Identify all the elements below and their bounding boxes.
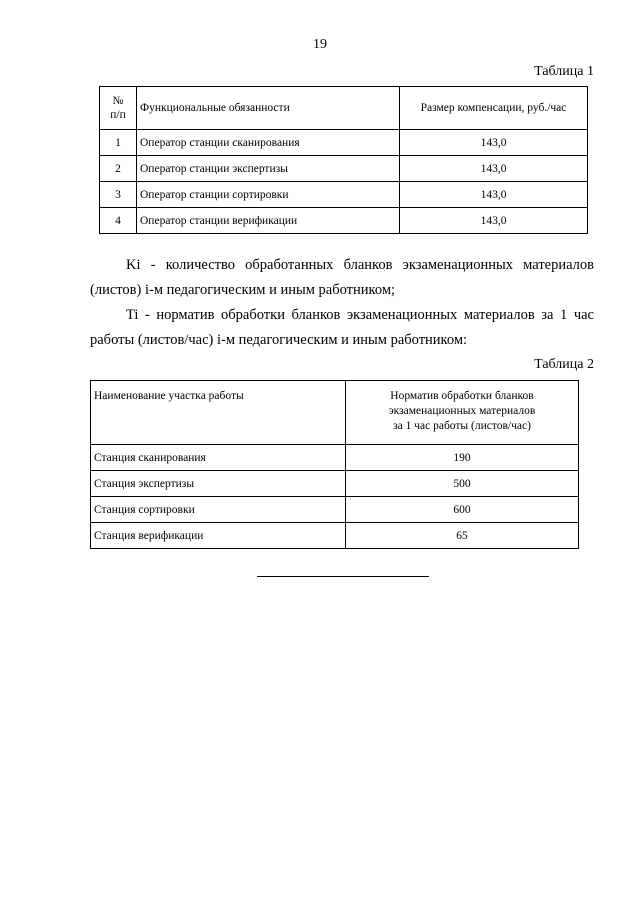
processing-norm-table [90, 380, 579, 549]
row-number: 3 [100, 182, 137, 208]
header-norm-line2: экзаменационных материалов [388, 405, 536, 417]
header-number-symbol: № [112, 95, 124, 107]
row-area: Станция экспертизы [91, 471, 346, 497]
table-header-row [91, 381, 579, 445]
table-row [100, 130, 588, 156]
header-number-abbrev: п/п [110, 109, 126, 121]
row-compensation: 143,0 [400, 156, 588, 182]
row-number: 2 [100, 156, 137, 182]
paragraph-ti-line2: работы (листов/час) i-м педагогическим и иным работником: [90, 332, 468, 348]
row-duty: Оператор станции верификации [137, 208, 400, 234]
row-norm: 600 [346, 497, 579, 523]
row-duty: Оператор станции сканирования [137, 130, 400, 156]
column-header-area: Наименование участка работы [91, 381, 346, 445]
row-duty: Оператор станции экспертизы [137, 156, 400, 182]
compensation-table [99, 86, 588, 234]
row-number: 1 [100, 130, 137, 156]
row-compensation: 143,0 [400, 130, 588, 156]
column-header-compensation: Размер компенсации, руб./час [400, 87, 588, 130]
row-number: 4 [100, 208, 137, 234]
paragraph-ki [90, 253, 594, 303]
separator-line [257, 576, 429, 577]
row-norm: 65 [346, 523, 579, 549]
table-row [91, 497, 579, 523]
paragraph-ti-line1: Ti - норматив обработки бланков экзаменационных материалов за 1 час [126, 307, 594, 323]
row-area: Станция сортировки [91, 497, 346, 523]
table-row [91, 445, 579, 471]
table2-caption: Таблица 2 [534, 357, 594, 372]
row-duty: Оператор станции сортировки [137, 182, 400, 208]
row-area: Станция сканирования [91, 445, 346, 471]
row-norm: 190 [346, 445, 579, 471]
table-row [100, 208, 588, 234]
table-row [91, 523, 579, 549]
table1-caption: Таблица 1 [534, 64, 594, 79]
row-norm: 500 [346, 471, 579, 497]
page-number: 19 [313, 37, 327, 52]
row-compensation: 143,0 [400, 208, 588, 234]
row-compensation: 143,0 [400, 182, 588, 208]
paragraph-ki-line1: Ki - количество обработанных бланков экзаменационных материалов [126, 257, 594, 273]
table-row [100, 156, 588, 182]
paragraph-ti [90, 303, 594, 353]
column-header-norm [346, 381, 579, 445]
table-header-row [100, 87, 588, 130]
table-row [100, 182, 588, 208]
column-header-number [100, 87, 137, 130]
header-norm-line3: за 1 час работы (листов/час) [393, 420, 531, 432]
header-norm-line1: Норматив обработки бланков [390, 390, 534, 402]
paragraph-ki-line2: (листов) i-м педагогическим и иным работником; [90, 282, 396, 298]
table-row [91, 471, 579, 497]
column-header-duty: Функциональные обязанности [137, 87, 400, 130]
row-area: Станция верификации [91, 523, 346, 549]
